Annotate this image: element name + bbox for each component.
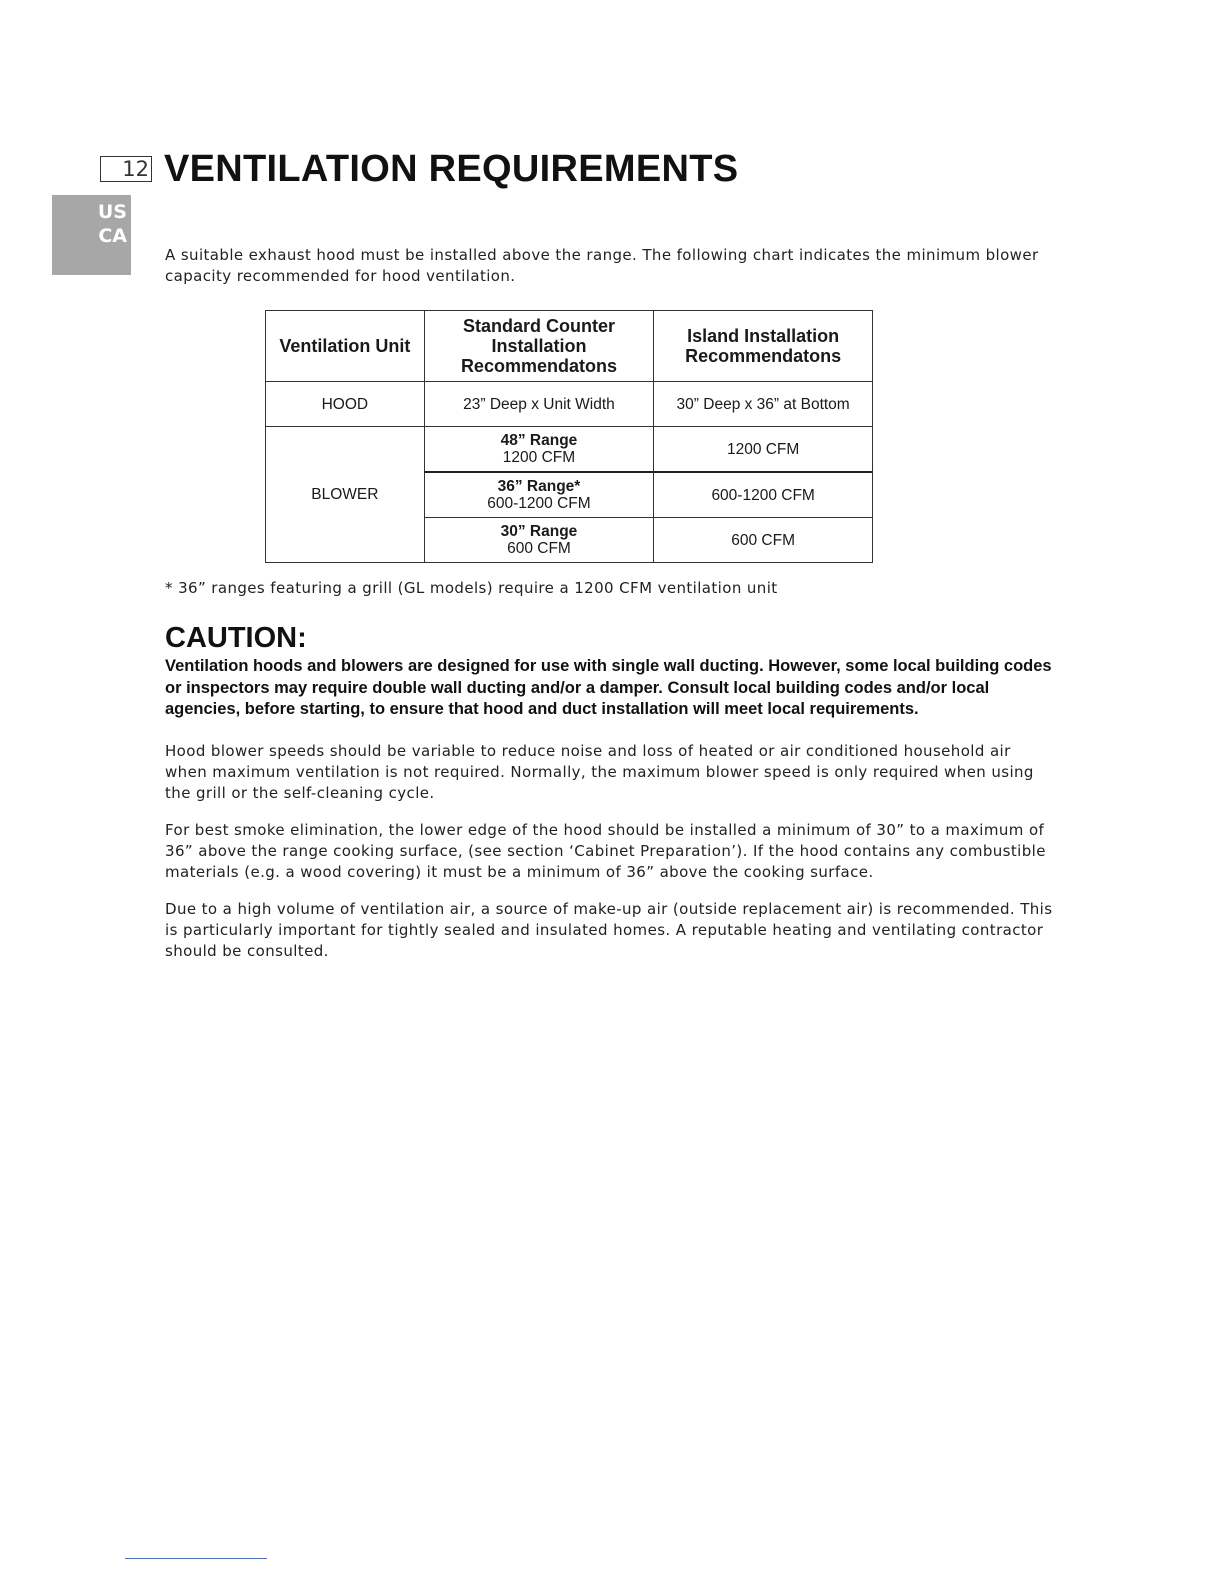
- hood-standard-cell: 23” Deep x Unit Width: [424, 382, 654, 427]
- blower-30-island-cell: 600 CFM: [654, 518, 873, 563]
- bottom-divider: [125, 1558, 267, 1559]
- caution-text: Ventilation hoods and blowers are designed for use with single wall ducting. However, some local building codes or inspectors may require double wall ducting and/or a damper. Consult local building codes and/or local agencies, before starting, to ensure that hood and duct installation will meet local requirements.: [165, 657, 1052, 718]
- blower-48-island-cell: 1200 CFM: [654, 427, 873, 473]
- table-row-hood: [266, 382, 873, 427]
- range-30-cfm: 600 CFM: [507, 540, 571, 557]
- blower-48-standard-cell: [424, 427, 654, 473]
- blower-36-standard-cell: [424, 472, 654, 518]
- range-36-label: 36” Range*: [497, 478, 581, 495]
- table-header-row: [266, 311, 873, 382]
- header-island: Island Installation Recommendatons: [654, 311, 873, 382]
- ventilation-table: [265, 310, 873, 563]
- intro-text: A suitable exhaust hood must be installed above the range. The following chart indicates the minimum blower capacity recommended for hood ventilation.: [165, 246, 1039, 285]
- paragraph-blower-speed: Hood blower speeds should be variable to reduce noise and loss of heated or air conditioned household air when maximum ventilation is not required. Normally, the maximum blower speed is only required when using the grill or the self-cleaning cycle.: [165, 742, 1034, 802]
- region-ca: CA: [98, 225, 127, 247]
- blower-36-island-cell: 600-1200 CFM: [654, 472, 873, 518]
- hood-unit-cell: HOOD: [266, 382, 425, 427]
- range-48-cfm: 1200 CFM: [502, 449, 576, 466]
- blower-unit-cell: BLOWER: [266, 427, 425, 563]
- region-tab: [52, 195, 131, 275]
- paragraph-makeup-air: Due to a high volume of ventilation air, a source of make-up air (outside replacement air) is recommended. This is particularly important for tightly sealed and insulated homes. A reputable heating and ventilating contractor should be consulted.: [165, 900, 1053, 960]
- header-ventilation-unit: Ventilation Unit: [266, 311, 425, 382]
- blower-30-standard-cell: [424, 518, 654, 563]
- region-us: US: [97, 201, 127, 223]
- header-standard-counter: Standard Counter Installation Recommendatons: [424, 311, 654, 382]
- range-36-cfm: 600-1200 CFM: [487, 495, 591, 512]
- table-footnote: * 36” ranges featuring a grill (GL models) require a 1200 CFM ventilation unit: [165, 579, 778, 597]
- paragraph-smoke-elimination: For best smoke elimination, the lower edge of the hood should be installed a minimum of 30” to a maximum of 36” above the range cooking surface, (see section ‘Cabinet Preparation’). If the hood contains any combustible materials (e.g. a wood covering) it must be a minimum of 36” above the cooking surface.: [165, 821, 1046, 881]
- caution-heading: CAUTION:: [165, 622, 307, 654]
- page-title: VENTILATION REQUIREMENTS: [164, 148, 739, 190]
- page-number: 12: [100, 156, 152, 182]
- range-48-label: 48” Range: [500, 432, 578, 449]
- table-row-blower-48: [266, 427, 873, 473]
- hood-island-cell: 30” Deep x 36” at Bottom: [654, 382, 873, 427]
- range-30-label: 30” Range: [500, 523, 578, 540]
